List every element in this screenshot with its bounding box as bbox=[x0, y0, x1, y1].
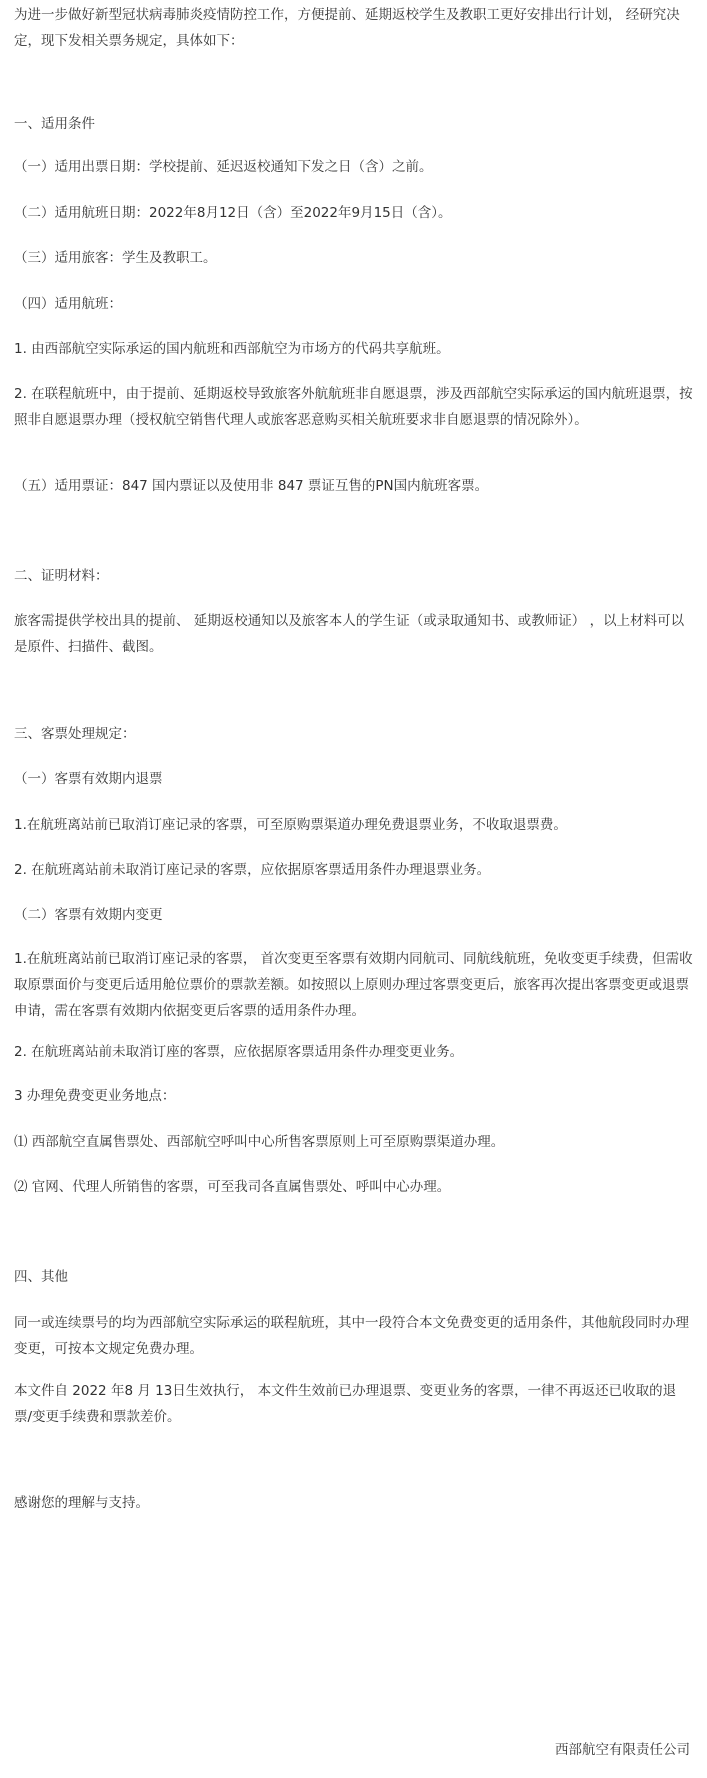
refund-rule-2: 2. 在航班离站前未取消订座记录的客票，应依据原客票适用条件办理退票业务。 bbox=[14, 862, 491, 878]
ticketing-date-condition: （一）适用出票日期：学校提前、延迟返校通知下发之日（含）之前。 bbox=[14, 159, 433, 175]
ticket-condition: （五）适用票证：847 国内票证以及使用非 847 票证互售的PN国内航班客票。 bbox=[14, 478, 489, 494]
section-2-heading: 二、证明材料： bbox=[14, 568, 109, 584]
refund-rule-1: 1.在航班离站前已取消订座记录的客票，可至原购票渠道办理免费退票业务，不收取退票费。 bbox=[14, 817, 567, 833]
flight-condition-heading: （四）适用航班： bbox=[14, 296, 122, 312]
intro-paragraph: 为进一步做好新型冠状病毒肺炎疫情防控工作，方便提前、延期返校学生及教职工更好安排出行计划， 经研究决定，现下发相关票务规定，具体如下： bbox=[14, 7, 680, 49]
refund-subheading: （一）客票有效期内退票 bbox=[14, 771, 163, 787]
section-1-heading: 一、适用条件 bbox=[14, 116, 95, 132]
flight-condition-item-1: 1. 由西部航空实际承运的国内航班和西部航空为市场方的代码共享航班。 bbox=[14, 341, 450, 357]
thanks-text: 感谢您的理解与支持。 bbox=[14, 1495, 149, 1511]
other-paragraph-1: 同一或连续票号的均为西部航空实际承运的联程航班，其中一段符合本文免费变更的适用条件，其他航段同时办理变更，可按本文规定免费办理。 bbox=[14, 1315, 689, 1357]
change-location-heading: 3 办理免费变更业务地点： bbox=[14, 1088, 176, 1104]
change-subheading: （二）客票有效期内变更 bbox=[14, 907, 163, 923]
change-location-2: ⑵ 官网、代理人所销售的客票，可至我司各直属售票处、呼叫中心办理。 bbox=[14, 1179, 451, 1195]
flight-condition-item-2: 2. 在联程航班中，由于提前、延期返校导致旅客外航航班非自愿退票，涉及西部航空实际承运的国内航班退票，按照非自愿退票办理（授权航空销售代理人或旅客恶意购买相关航班要求非自愿退票的情况除外）。 bbox=[14, 386, 693, 428]
passenger-condition: （三）适用旅客：学生及教职工。 bbox=[14, 250, 217, 266]
company-signature: 西部航空有限责任公司 bbox=[555, 1742, 690, 1758]
other-paragraph-2: 本文件自 2022 年8 月 13日生效执行， 本文件生效前已办理退票、变更业务的客票，一律不再返还已收取的退票/变更手续费和票款差价。 bbox=[14, 1383, 677, 1425]
change-rule-2: 2. 在航班离站前未取消订座的客票，应依据原客票适用条件办理变更业务。 bbox=[14, 1044, 464, 1060]
flight-date-condition: （二）适用航班日期：2022年8月12日（含）至2022年9月15日（含）。 bbox=[14, 205, 452, 221]
section-3-heading: 三、客票处理规定： bbox=[14, 726, 136, 742]
section-4-heading: 四、其他 bbox=[14, 1269, 68, 1285]
change-rule-1: 1.在航班离站前已取消订座记录的客票， 首次变更至客票有效期内同航司、同航线航班，免收变更手续费，但需收取原票面价与变更后适用舱位票价的票款差额。如按照以上原则办理过客票变更后，旅客再次提出客票变更或退票申请，需在客票有效期内依据变更后客票的适用条件办理。 bbox=[14, 951, 693, 1019]
change-location-1: ⑴ 西部航空直属售票处、西部航空呼叫中心所售客票原则上可至原购票渠道办理。 bbox=[14, 1134, 505, 1150]
proof-materials-paragraph: 旅客需提供学校出具的提前、 延期返校通知以及旅客本人的学生证（或录取通知书、或教师证） ，以上材料可以是原件、扫描件、截图。 bbox=[14, 613, 685, 655]
